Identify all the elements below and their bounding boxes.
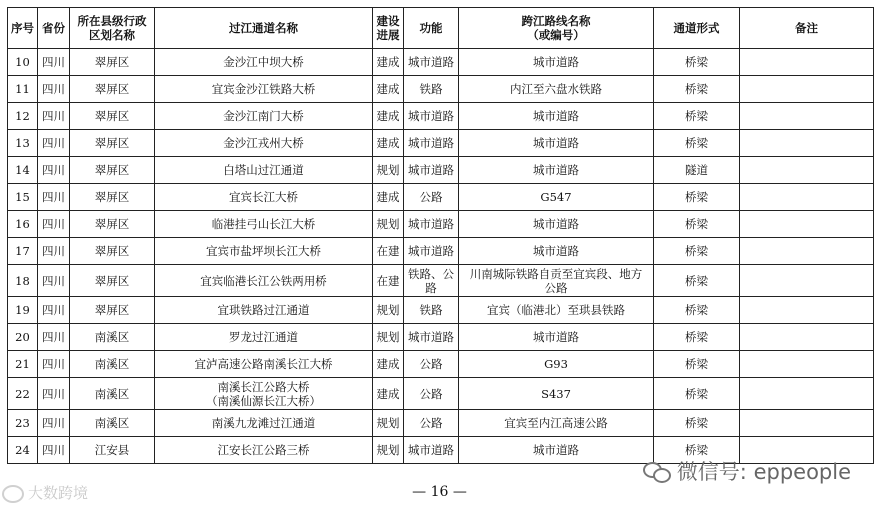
table-row [8,238,874,265]
cell-name: 金沙江中坝大桥 [155,49,373,76]
cell-note [740,184,874,211]
cell-name: 白塔山过江通道 [155,157,373,184]
cell-no: 13 [8,130,38,157]
cell-name: 宜宾市盐坪坝长江大桥 [155,238,373,265]
watermark-right [643,456,851,486]
cell-status: 建成 [373,378,404,410]
cell-route: 宜宾至内江高速公路 [459,410,654,437]
cell-route: 内江至六盘水铁路 [459,76,654,103]
cell-district: 翠屏区 [70,49,155,76]
cell-note [740,238,874,265]
cell-district: 翠屏区 [70,297,155,324]
cell-district: 南溪区 [70,410,155,437]
cell-province: 四川 [38,103,70,130]
cell-province: 四川 [38,351,70,378]
cell-route: 城市道路 [459,103,654,130]
cell-province: 四川 [38,184,70,211]
crossing-table [7,7,874,464]
cell-no: 21 [8,351,38,378]
cell-district: 南溪区 [70,351,155,378]
cell-no: 12 [8,103,38,130]
cell-name: 宜泸高速公路南溪长江大桥 [155,351,373,378]
cell-district: 江安县 [70,437,155,464]
watermark-right-text: 微信号: eppeople [676,460,851,484]
table-row [8,297,874,324]
table-row [8,76,874,103]
cell-province: 四川 [38,410,70,437]
cell-function: 铁路 [404,297,459,324]
cell-district: 翠屏区 [70,238,155,265]
cell-status: 规划 [373,437,404,464]
cell-form: 桥梁 [654,130,740,157]
cell-province: 四川 [38,297,70,324]
cell-form: 桥梁 [654,76,740,103]
cell-form: 桥梁 [654,437,740,464]
cell-province: 四川 [38,157,70,184]
cell-form: 桥梁 [654,351,740,378]
header-status: 建设 进展 [373,8,404,49]
cell-no: 23 [8,410,38,437]
cell-province: 四川 [38,76,70,103]
cell-route: 城市道路 [459,157,654,184]
cell-form: 桥梁 [654,378,740,410]
cell-form: 桥梁 [654,265,740,297]
cell-district: 翠屏区 [70,76,155,103]
cell-no: 19 [8,297,38,324]
cell-function: 城市道路 [404,324,459,351]
cell-status: 规划 [373,211,404,238]
table-row [8,49,874,76]
table-row [8,184,874,211]
cell-form: 桥梁 [654,324,740,351]
header-district: 所在县级行政 区划名称 [70,8,155,49]
cell-form: 桥梁 [654,103,740,130]
table-row [8,378,874,410]
cell-district: 翠屏区 [70,157,155,184]
cell-note [740,324,874,351]
cell-no: 15 [8,184,38,211]
cell-route: 城市道路 [459,49,654,76]
table-body [8,49,874,464]
cell-function: 城市道路 [404,238,459,265]
cell-route: S437 [459,378,654,410]
header-function: 功能 [404,8,459,49]
cell-province: 四川 [38,378,70,410]
cell-province: 四川 [38,238,70,265]
cell-route: 城市道路 [459,211,654,238]
cell-name: 南溪长江公路大桥 （南溪仙源长江大桥） [155,378,373,410]
cell-form: 桥梁 [654,297,740,324]
cell-note [740,157,874,184]
header-route: 跨江路线名称 （或编号） [459,8,654,49]
cell-no: 20 [8,324,38,351]
cell-function: 城市道路 [404,103,459,130]
cell-district: 南溪区 [70,378,155,410]
table-row [8,130,874,157]
cell-no: 16 [8,211,38,238]
table-row [8,103,874,130]
cell-status: 建成 [373,351,404,378]
cell-no: 18 [8,265,38,297]
cell-district: 翠屏区 [70,265,155,297]
watermark-left-text: 大数跨境 [28,484,89,502]
table-row [8,157,874,184]
table-row [8,410,874,437]
logo-ring-icon [2,485,24,503]
cell-no: 17 [8,238,38,265]
cell-district: 南溪区 [70,324,155,351]
cell-route: G93 [459,351,654,378]
cell-name: 宜宾金沙江铁路大桥 [155,76,373,103]
header-note: 备注 [740,8,874,49]
cell-name: 南溪九龙滩过江通道 [155,410,373,437]
cell-form: 桥梁 [654,184,740,211]
cell-name: 金沙江戎州大桥 [155,130,373,157]
cell-note [740,378,874,410]
cell-province: 四川 [38,211,70,238]
header-no: 序号 [8,8,38,49]
table-row [8,351,874,378]
cell-route: 川南城际铁路自贡至宜宾段、地方 公路 [459,265,654,297]
cell-function: 城市道路 [404,157,459,184]
cell-no: 24 [8,437,38,464]
cell-note [740,265,874,297]
cell-function: 公路 [404,378,459,410]
cell-province: 四川 [38,49,70,76]
cell-name: 金沙江南门大桥 [155,103,373,130]
cell-province: 四川 [38,265,70,297]
cell-province: 四川 [38,324,70,351]
cell-note [740,410,874,437]
header-name: 过江通道名称 [155,8,373,49]
cell-function: 公路 [404,410,459,437]
cell-function: 城市道路 [404,437,459,464]
cell-note [740,130,874,157]
cell-form: 桥梁 [654,410,740,437]
table-row [8,211,874,238]
cell-note [740,297,874,324]
cell-form: 隧道 [654,157,740,184]
watermark-left [2,482,88,503]
cell-function: 城市道路 [404,49,459,76]
cell-function: 铁路、公 路 [404,265,459,297]
cell-function: 城市道路 [404,130,459,157]
table-row [8,265,874,297]
table-header-row [8,8,874,49]
cell-name: 临港挂弓山长江大桥 [155,211,373,238]
cell-province: 四川 [38,130,70,157]
cell-status: 规划 [373,410,404,437]
cell-status: 建成 [373,103,404,130]
wechat-icon [643,460,671,482]
cell-name: 江安长江公路三桥 [155,437,373,464]
cell-route: 城市道路 [459,324,654,351]
header-province: 省份 [38,8,70,49]
cell-status: 建成 [373,184,404,211]
cell-district: 翠屏区 [70,130,155,157]
cell-status: 建成 [373,76,404,103]
cell-function: 铁路 [404,76,459,103]
cell-name: 宜宾临港长江公铁两用桥 [155,265,373,297]
cell-status: 规划 [373,297,404,324]
cell-function: 公路 [404,351,459,378]
cell-district: 翠屏区 [70,184,155,211]
cell-form: 桥梁 [654,238,740,265]
cell-status: 规划 [373,324,404,351]
cell-route: 城市道路 [459,437,654,464]
cell-route: 城市道路 [459,238,654,265]
cell-name: 罗龙过江通道 [155,324,373,351]
cell-note [740,103,874,130]
page-number: — 16 — [412,484,467,500]
cell-no: 22 [8,378,38,410]
cell-note [740,351,874,378]
cell-note [740,76,874,103]
cell-district: 翠屏区 [70,103,155,130]
cell-form: 桥梁 [654,49,740,76]
cell-status: 建成 [373,49,404,76]
cell-route: G547 [459,184,654,211]
cell-form: 桥梁 [654,211,740,238]
header-form: 通道形式 [654,8,740,49]
cell-no: 11 [8,76,38,103]
cell-status: 在建 [373,238,404,265]
table-row [8,324,874,351]
cell-note [740,49,874,76]
cell-status: 建成 [373,130,404,157]
cell-no: 14 [8,157,38,184]
cell-function: 公路 [404,184,459,211]
cell-no: 10 [8,49,38,76]
cell-name: 宜宾长江大桥 [155,184,373,211]
cell-route: 城市道路 [459,130,654,157]
cell-route: 宜宾（临港北）至珙县铁路 [459,297,654,324]
cell-province: 四川 [38,437,70,464]
cell-note [740,211,874,238]
cell-status: 规划 [373,157,404,184]
cell-status: 在建 [373,265,404,297]
cell-function: 城市道路 [404,211,459,238]
cell-name: 宜珙铁路过江通道 [155,297,373,324]
cell-district: 翠屏区 [70,211,155,238]
